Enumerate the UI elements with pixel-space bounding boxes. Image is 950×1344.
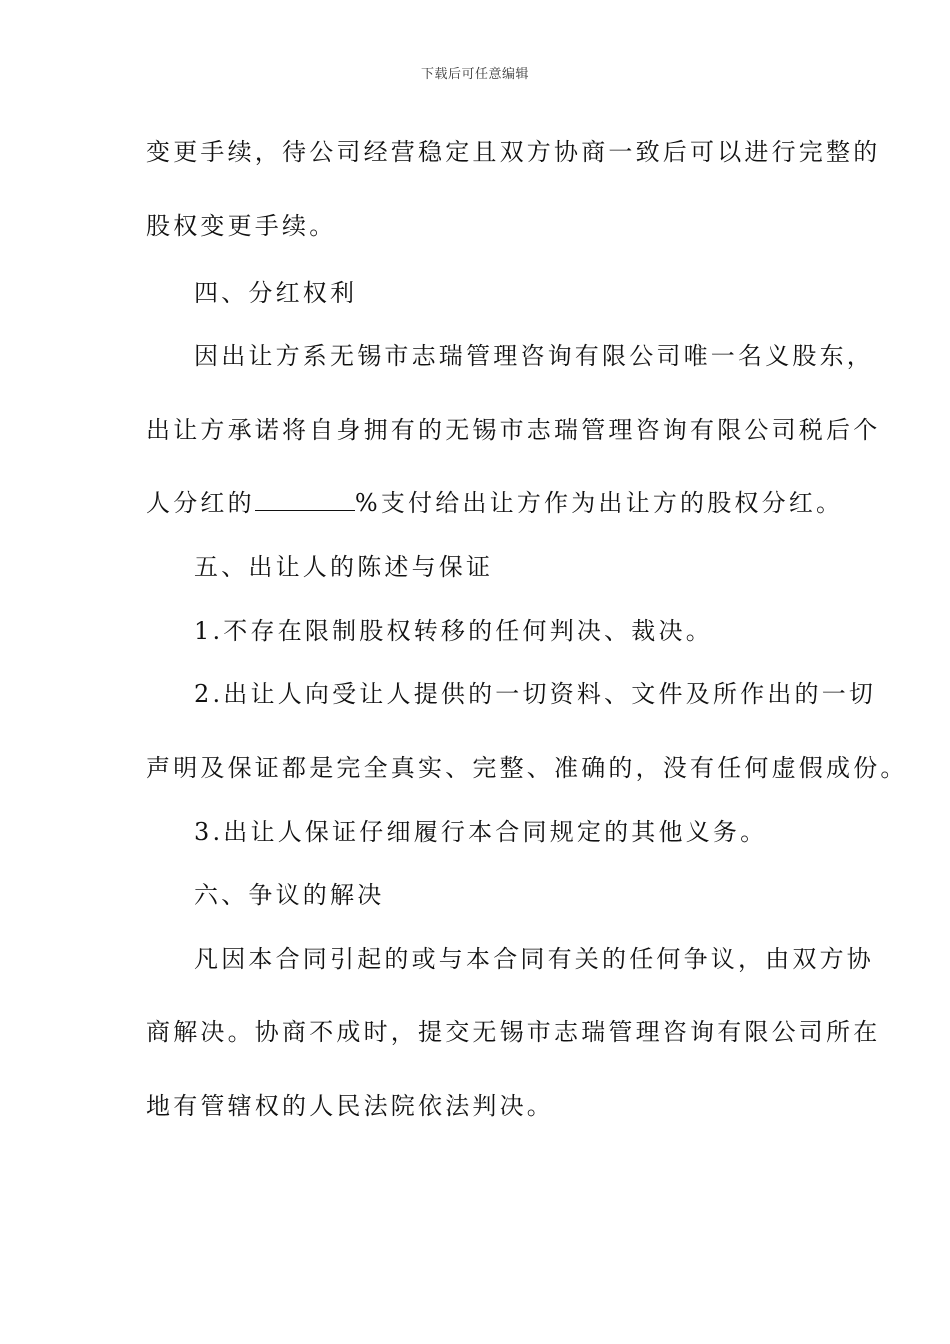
fill-in-blank xyxy=(255,488,355,511)
paragraph-line: 变更手续，待公司经营稳定且双方协商一致后可以进行完整的 xyxy=(146,138,881,166)
paragraph-line: 股权变更手续。 xyxy=(146,212,337,240)
paragraph-line: 声明及保证都是完全真实、完整、准确的，没有任何虚假成份。 xyxy=(146,754,908,782)
paragraph-line-with-blank xyxy=(146,487,844,519)
list-item: 1.不存在限制股权转移的任何判决、裁决。 xyxy=(194,617,713,645)
section-heading-dispute: 六、争议的解决 xyxy=(194,881,385,909)
paragraph-line: 因出让方系无锡市志瑞管理咨询有限公司唯一名义股东， xyxy=(194,342,874,370)
list-item: 2.出让人向受让人提供的一切资料、文件及所作出的一切 xyxy=(194,680,877,708)
paragraph-line: 商解决。协商不成时，提交无锡市志瑞管理咨询有限公司所在 xyxy=(146,1018,881,1046)
line-text-before-blank: 人分红的 xyxy=(146,489,255,517)
section-heading-representations: 五、出让人的陈述与保证 xyxy=(194,553,494,581)
list-item: 3.出让人保证仔细履行本合同规定的其他义务。 xyxy=(194,818,768,846)
page-header: 下载后可任意编辑 xyxy=(420,67,529,82)
paragraph-line: 出让方承诺将自身拥有的无锡市志瑞管理咨询有限公司税后个 xyxy=(146,416,881,444)
paragraph-line: 地有管辖权的人民法院依法判决。 xyxy=(146,1092,554,1120)
line-text-after-blank: %支付给出让方作为出让方的股权分红。 xyxy=(354,489,844,517)
paragraph-line: 凡因本合同引起的或与本合同有关的任何争议，由双方协 xyxy=(194,945,874,973)
section-heading-dividend: 四、分红权利 xyxy=(194,279,358,307)
